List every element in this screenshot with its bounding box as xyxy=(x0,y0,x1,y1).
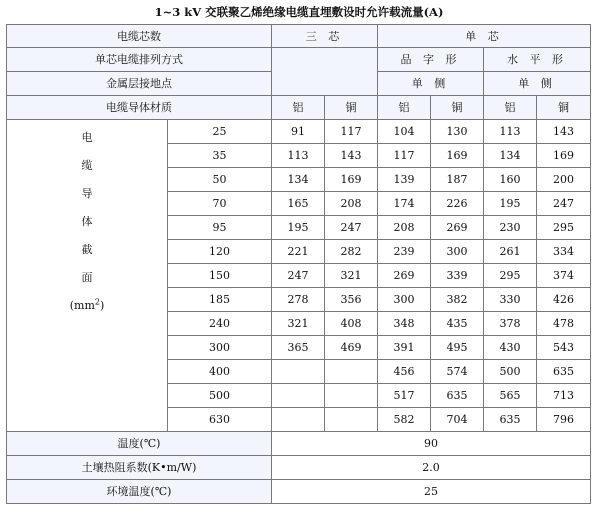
section-size-cell: 50 xyxy=(168,168,272,192)
table-row xyxy=(7,120,591,144)
footer-value: 90 xyxy=(272,432,591,456)
ampacity-cell xyxy=(325,384,378,408)
ampacity-cell: 165 xyxy=(272,192,325,216)
three-core-arrangement-empty xyxy=(272,48,378,96)
ampacity-cell: 478 xyxy=(537,312,591,336)
section-label-char: 导 xyxy=(81,187,93,200)
section-size-cell: 400 xyxy=(168,360,272,384)
ampacity-cell: 348 xyxy=(378,312,431,336)
material-cell: 铜 xyxy=(431,96,484,120)
ampacity-cell: 574 xyxy=(431,360,484,384)
ampacity-cell: 239 xyxy=(378,240,431,264)
ampacity-cell: 435 xyxy=(431,312,484,336)
header-row-arrangement xyxy=(7,48,591,72)
section-label-char: 截 xyxy=(81,243,93,256)
ampacity-cell: 134 xyxy=(272,168,325,192)
section-label-char: 电 xyxy=(81,131,93,144)
section-unit xyxy=(7,292,167,320)
ampacity-cell: 278 xyxy=(272,288,325,312)
ampacity-cell: 321 xyxy=(325,264,378,288)
flat-ground-header: 单 侧 xyxy=(484,72,591,96)
ampacity-cell: 635 xyxy=(431,384,484,408)
section-vertical-label xyxy=(7,120,168,432)
material-label: 电缆导体材质 xyxy=(7,96,272,120)
cores-label: 电缆芯数 xyxy=(7,25,272,48)
ampacity-cell: 517 xyxy=(378,384,431,408)
ampacity-cell: 356 xyxy=(325,288,378,312)
ampacity-cell: 139 xyxy=(378,168,431,192)
three-core-header: 三 芯 xyxy=(272,25,378,48)
ampacity-cell: 134 xyxy=(484,144,537,168)
ampacity-cell: 330 xyxy=(484,288,537,312)
ampacity-cell: 130 xyxy=(431,120,484,144)
footer-label: 土壤热阻系数(K•m/W) xyxy=(7,456,272,480)
material-cell: 铜 xyxy=(537,96,591,120)
section-size-cell: 300 xyxy=(168,336,272,360)
ampacity-table xyxy=(6,24,591,504)
ampacity-cell: 382 xyxy=(431,288,484,312)
section-size-cell: 25 xyxy=(168,120,272,144)
ampacity-cell: 500 xyxy=(484,360,537,384)
ampacity-cell: 282 xyxy=(325,240,378,264)
ampacity-cell: 374 xyxy=(537,264,591,288)
ampacity-cell: 300 xyxy=(378,288,431,312)
section-unit-prefix: (mm xyxy=(69,299,95,312)
section-unit-suffix: ) xyxy=(99,299,105,312)
ampacity-cell: 321 xyxy=(272,312,325,336)
material-cell: 铝 xyxy=(484,96,537,120)
trefoil-ground-header: 单 侧 xyxy=(378,72,484,96)
section-size-cell: 630 xyxy=(168,408,272,432)
section-label-char: 体 xyxy=(81,215,93,228)
ampacity-cell: 339 xyxy=(431,264,484,288)
ampacity-cell: 187 xyxy=(431,168,484,192)
header-row-material xyxy=(7,96,591,120)
ampacity-cell: 117 xyxy=(378,144,431,168)
trefoil-header: 品 字 形 xyxy=(378,48,484,72)
ampacity-cell: 160 xyxy=(484,168,537,192)
ampacity-cell: 91 xyxy=(272,120,325,144)
ampacity-cell: 247 xyxy=(272,264,325,288)
ampacity-cell xyxy=(325,408,378,432)
ampacity-cell: 226 xyxy=(431,192,484,216)
ampacity-cell: 378 xyxy=(484,312,537,336)
footer-row xyxy=(7,480,591,504)
ampacity-cell: 117 xyxy=(325,120,378,144)
ampacity-cell: 426 xyxy=(537,288,591,312)
ampacity-cell: 230 xyxy=(484,216,537,240)
ampacity-cell: 261 xyxy=(484,240,537,264)
flat-header: 水 平 形 xyxy=(484,48,591,72)
ampacity-cell: 269 xyxy=(378,264,431,288)
ampacity-cell: 113 xyxy=(272,144,325,168)
section-size-cell: 120 xyxy=(168,240,272,264)
ampacity-cell: 456 xyxy=(378,360,431,384)
arrangement-label: 单芯电缆排列方式 xyxy=(7,48,272,72)
ampacity-cell: 295 xyxy=(484,264,537,288)
material-cell: 铝 xyxy=(272,96,325,120)
section-size-cell: 240 xyxy=(168,312,272,336)
ampacity-cell: 208 xyxy=(325,192,378,216)
section-label-char: 缆 xyxy=(81,159,93,172)
ampacity-cell: 565 xyxy=(484,384,537,408)
material-cell: 铜 xyxy=(325,96,378,120)
ampacity-cell: 143 xyxy=(537,120,591,144)
ampacity-cell: 269 xyxy=(431,216,484,240)
ampacity-cell: 365 xyxy=(272,336,325,360)
ampacity-cell: 247 xyxy=(325,216,378,240)
section-label-char: 面 xyxy=(81,271,93,284)
ampacity-cell xyxy=(325,360,378,384)
ampacity-cell: 169 xyxy=(537,144,591,168)
footer-row xyxy=(7,432,591,456)
section-size-cell: 185 xyxy=(168,288,272,312)
ampacity-cell: 113 xyxy=(484,120,537,144)
ampacity-cell: 247 xyxy=(537,192,591,216)
footer-value: 2.0 xyxy=(272,456,591,480)
ampacity-cell: 169 xyxy=(325,168,378,192)
ampacity-cell: 635 xyxy=(537,360,591,384)
header-row-cores xyxy=(7,25,591,48)
ampacity-cell: 495 xyxy=(431,336,484,360)
footer-label: 环境温度(℃) xyxy=(7,480,272,504)
section-size-cell: 70 xyxy=(168,192,272,216)
ampacity-cell: 635 xyxy=(484,408,537,432)
ampacity-cell: 408 xyxy=(325,312,378,336)
section-size-cell: 150 xyxy=(168,264,272,288)
single-core-header: 单 芯 xyxy=(378,25,591,48)
ampacity-cell: 104 xyxy=(378,120,431,144)
ampacity-cell: 174 xyxy=(378,192,431,216)
ampacity-cell: 543 xyxy=(537,336,591,360)
section-size-cell: 35 xyxy=(168,144,272,168)
ampacity-cell: 200 xyxy=(537,168,591,192)
ampacity-cell: 295 xyxy=(537,216,591,240)
ampacity-cell: 430 xyxy=(484,336,537,360)
ampacity-cell: 713 xyxy=(537,384,591,408)
section-size-cell: 95 xyxy=(168,216,272,240)
footer-row xyxy=(7,456,591,480)
ampacity-cell xyxy=(272,408,325,432)
section-size-cell: 500 xyxy=(168,384,272,408)
ampacity-cell: 221 xyxy=(272,240,325,264)
material-cell: 铝 xyxy=(378,96,431,120)
ampacity-cell: 796 xyxy=(537,408,591,432)
ampacity-cell xyxy=(272,384,325,408)
section-unit-sup: 2 xyxy=(94,297,100,307)
ampacity-cell xyxy=(272,360,325,384)
table-title: 1~3 kV 交联聚乙烯绝缘电缆直埋敷设时允许载流量(A) xyxy=(154,5,444,19)
ampacity-cell: 208 xyxy=(378,216,431,240)
ampacity-cell: 469 xyxy=(325,336,378,360)
ampacity-cell: 582 xyxy=(378,408,431,432)
ampacity-cell: 334 xyxy=(537,240,591,264)
ampacity-cell: 195 xyxy=(272,216,325,240)
ampacity-cell: 300 xyxy=(431,240,484,264)
ampacity-cell: 169 xyxy=(431,144,484,168)
ampacity-cell: 143 xyxy=(325,144,378,168)
footer-label: 温度(℃) xyxy=(7,432,272,456)
ampacity-cell: 195 xyxy=(484,192,537,216)
ampacity-cell: 391 xyxy=(378,336,431,360)
footer-value: 25 xyxy=(272,480,591,504)
ampacity-cell: 704 xyxy=(431,408,484,432)
sheath-ground-label: 金属层接地点 xyxy=(7,72,272,96)
